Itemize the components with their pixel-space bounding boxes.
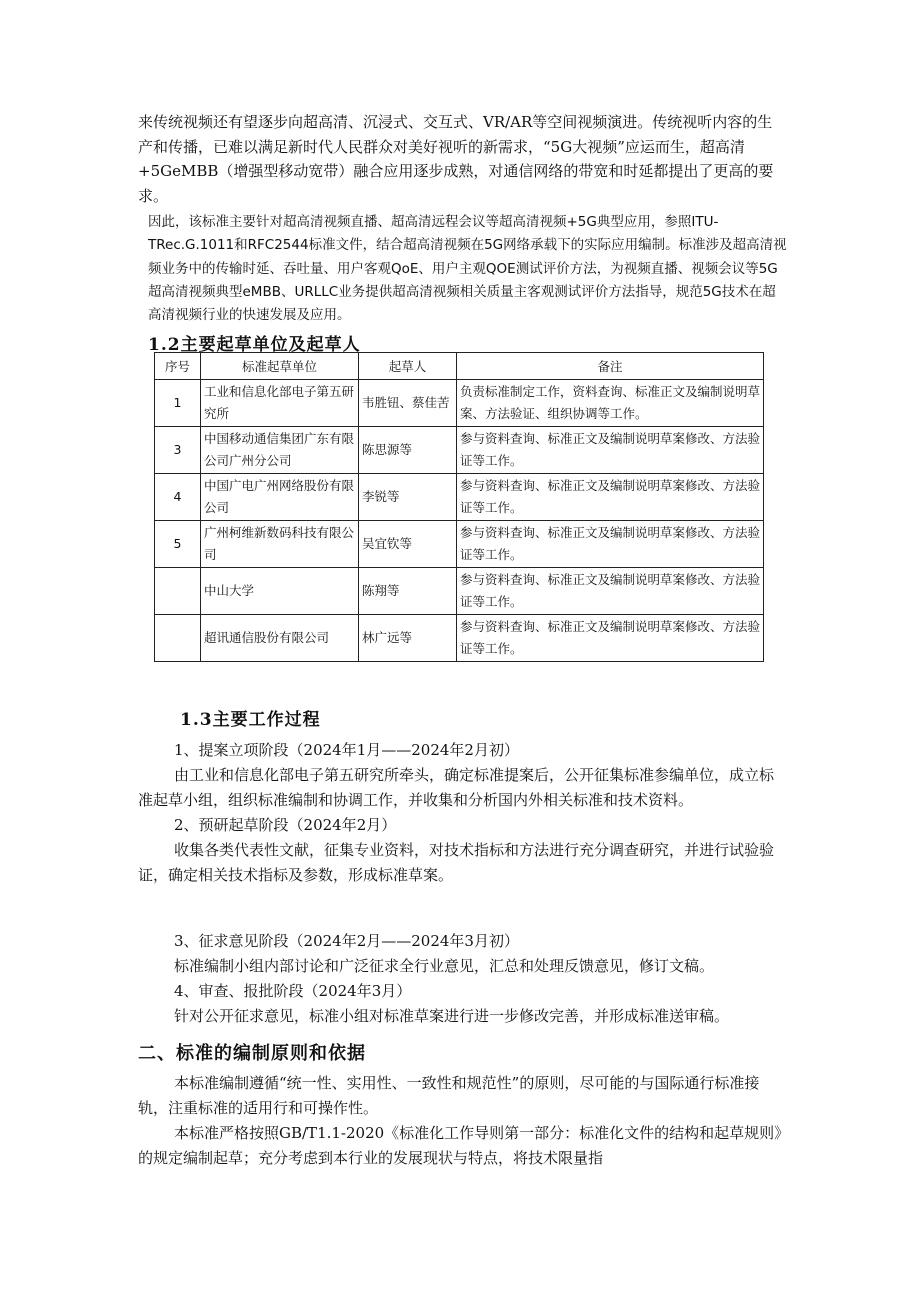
cell-no: 1 bbox=[155, 380, 201, 427]
table-row bbox=[155, 615, 764, 662]
table-header-row bbox=[155, 353, 764, 380]
cell-note: 参与资料查询、标准正文及编制说明草案修改、方法验证等工作。 bbox=[457, 568, 764, 615]
cell-unit: 中国移动通信集团广东有限公司广州分公司 bbox=[201, 427, 359, 474]
cell-drafter: 林广远等 bbox=[359, 615, 457, 662]
column-header-unit: 标准起草单位 bbox=[201, 353, 359, 380]
cell-no: 5 bbox=[155, 521, 201, 568]
work-process-block-2 bbox=[138, 929, 788, 1029]
step-text: 由工业和信息化部电子第五研究所牵头，确定标准提案后，公开征集标准参编单位，成立标准起草小组，组织标准编制和协调工作，并收集和分析国内外相关标准和技术资料。 bbox=[138, 766, 775, 809]
table-row bbox=[155, 521, 764, 568]
intro-paragraph-1: 来传统视频还有望逐步向超高清、沉浸式、交互式、VR/AR等空间视频演进。传统视听内容的生产和传播，已难以满足新时代人民群众对美好视听的新需求，“5G大视频”应运而生，超高清+5GeMBB（增强型移动宽带）融合应用逐步成熟，对通信网络的带宽和时延都提出了更高的要求。 bbox=[138, 113, 774, 205]
drafting-units-table bbox=[154, 352, 764, 662]
table-row bbox=[155, 380, 764, 427]
cell-unit: 中国广电广州网络股份有限公司 bbox=[201, 474, 359, 521]
cell-note: 参与资料查询、标准正文及编制说明草案修改、方法验证等工作。 bbox=[457, 521, 764, 568]
section-heading-2: 二、标准的编制原则和依据 bbox=[138, 1043, 366, 1064]
step-text: 针对公开征求意见，标准小组对标准草案进行进一步修改完善，并形成标准送审稿。 bbox=[174, 1007, 730, 1025]
cell-drafter: 李锐等 bbox=[359, 474, 457, 521]
cell-no: 4 bbox=[155, 474, 201, 521]
column-header-note: 备注 bbox=[457, 353, 764, 380]
cell-unit: 广州柯维新数码科技有限公司 bbox=[201, 521, 359, 568]
section-heading-1-2: 1.2主要起草单位及起草人 bbox=[148, 335, 361, 355]
principles-paragraph-1: 本标准编制遵循“统一性、实用性、一致性和规范性”的原则，尽可能的与国际通行标准接轨，注重标准的适用行和可操作性。 bbox=[138, 1074, 760, 1117]
cell-unit: 工业和信息化部电子第五研究所 bbox=[201, 380, 359, 427]
work-process-block-1 bbox=[138, 738, 788, 888]
cell-drafter: 陈思源等 bbox=[359, 427, 457, 474]
step-text: 标准编制小组内部讨论和广泛征求全行业意见，汇总和处理反馈意见，修订文稿。 bbox=[174, 957, 715, 975]
step-title: 1、提案立项阶段（2024年1月——2024年2月初） bbox=[174, 741, 519, 759]
cell-unit: 中山大学 bbox=[201, 568, 359, 615]
cell-drafter: 陈翔等 bbox=[359, 568, 457, 615]
cell-note: 参与资料查询、标准正文及编制说明草案修改、方法验证等工作。 bbox=[457, 427, 764, 474]
column-header-drafter: 起草人 bbox=[359, 353, 457, 380]
step-text: 收集各类代表性文献，征集专业资料，对技术指标和方法进行充分调查研究，并进行试验验证，确定相关技术指标及参数，形成标准草案。 bbox=[138, 841, 775, 884]
principles-block bbox=[138, 1071, 788, 1171]
cell-drafter: 吴宜钦等 bbox=[359, 521, 457, 568]
step-title: 2、预研起草阶段（2024年2月） bbox=[174, 816, 397, 834]
table-row bbox=[155, 427, 764, 474]
cell-unit: 超讯通信股份有限公司 bbox=[201, 615, 359, 662]
cell-no: 3 bbox=[155, 427, 201, 474]
section-heading-1-3: 1.3主要工作过程 bbox=[180, 710, 321, 730]
cell-note: 参与资料查询、标准正文及编制说明草案修改、方法验证等工作。 bbox=[457, 474, 764, 521]
intro-paragraph-2: 因此，该标准主要针对超高清视频直播、超高清远程会议等超高清视频+5G典型应用，参照ITU-TRec.G.1011和RFC2544标准文件，结合超高清视频在5G网络承载下的实际应用编制。标准涉及超高清视频业务中的传输时延、吞吐量、用户客观QoE、用户主观QOE测试评价方法，为视频直播、视频会议等5G超高清视频典型eMBB、URLLC业务提供超高清视频相关质量主客观测试评价方法指导，规范5G技术在超高清视频行业的快速发展及应用。 bbox=[148, 214, 787, 324]
cell-no bbox=[155, 615, 201, 662]
principles-paragraph-2: 本标准严格按照GB/T1.1-2020《标准化工作导则第一部分：标准化文件的结构和起草规则》的规定编制起草；充分考虑到本行业的发展现状与特点，将技术限量指 bbox=[138, 1124, 782, 1167]
table-row bbox=[155, 474, 764, 521]
cell-note: 参与资料查询、标准正文及编制说明草案修改、方法验证等工作。 bbox=[457, 615, 764, 662]
cell-note: 负责标准制定工作，资料查询、标准正文及编制说明草案、方法验证、组织协调等工作。 bbox=[457, 380, 764, 427]
step-title: 3、征求意见阶段（2024年2月——2024年3月初） bbox=[174, 932, 519, 950]
table-row bbox=[155, 568, 764, 615]
cell-drafter: 韦胜钮、蔡佳苦 bbox=[359, 380, 457, 427]
cell-no bbox=[155, 568, 201, 615]
step-title: 4、审查、报批阶段（2024年3月） bbox=[174, 982, 412, 1000]
column-header-no: 序号 bbox=[155, 353, 201, 380]
